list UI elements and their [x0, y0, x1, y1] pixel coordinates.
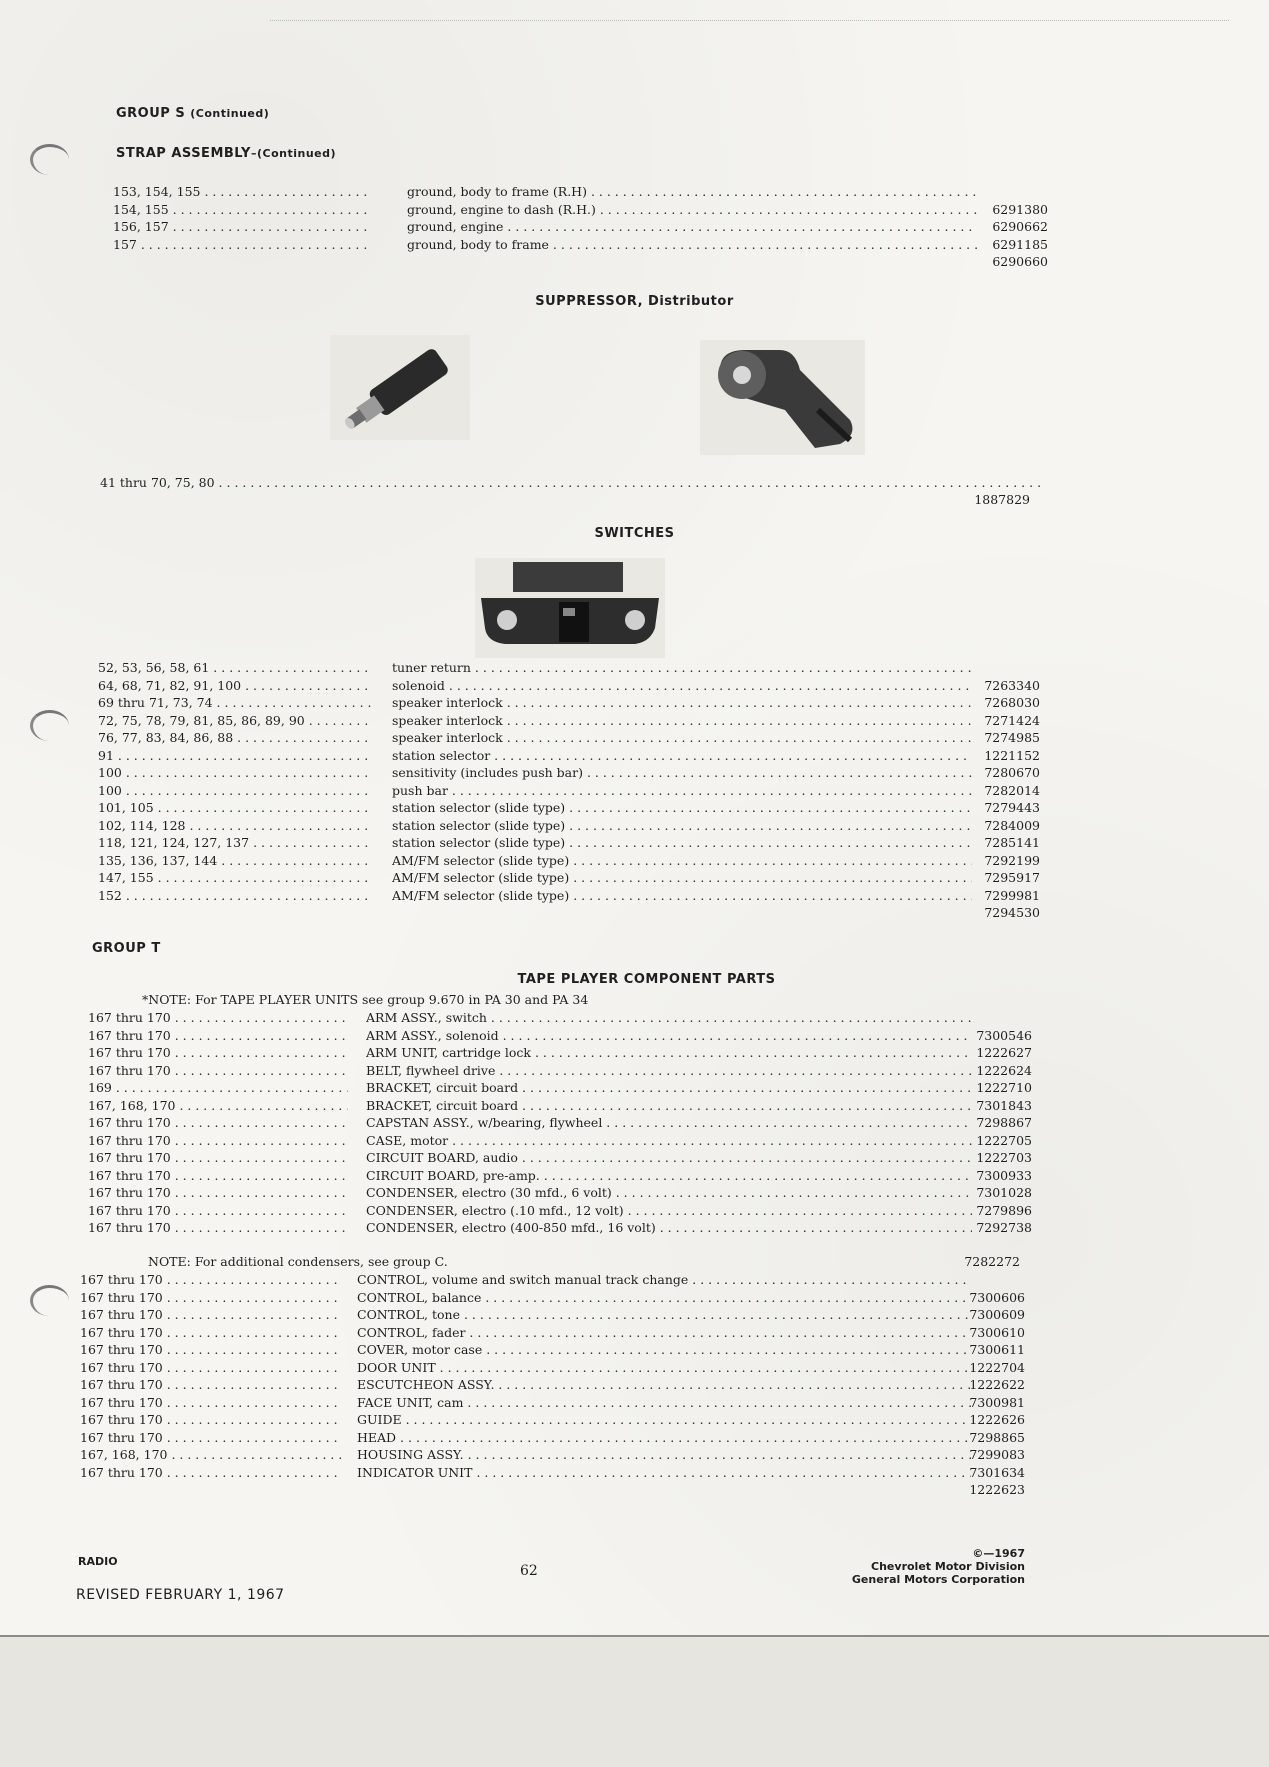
- footer-section: [78, 1555, 118, 1568]
- switch-photo: [475, 558, 665, 658]
- part-row: [0, 254, 1269, 272]
- part-row: [0, 678, 1269, 696]
- part-description: ground, engine to dash (R.H.) . . .: [407, 202, 977, 217]
- model-numbers: 167 thru 170 . . .: [88, 1010, 348, 1025]
- model-numbers: 101, 105 . . .: [98, 800, 373, 815]
- part-number: 7263340: [984, 677, 1040, 693]
- part-row: [0, 1203, 1269, 1221]
- part-description: ground, body to frame (R.H) . . .: [407, 184, 977, 199]
- part-description: CONDENSER, electro (.10 mfd., 12 volt) . . .: [366, 1203, 972, 1218]
- part-description: CONTROL, volume and switch manual track change . . .: [357, 1272, 971, 1287]
- part-description: GUIDE . . .: [357, 1412, 971, 1427]
- part-number: 7279443: [984, 800, 1040, 815]
- model-numbers: 147, 155 . . .: [98, 870, 373, 885]
- part-number: 7298867: [976, 1115, 1032, 1130]
- part-row: [0, 818, 1269, 836]
- part-row: [0, 219, 1269, 237]
- condenser-note-pn-text: 7282272: [964, 1254, 1020, 1269]
- model-numbers: 167, 168, 170 . . .: [80, 1447, 342, 1462]
- strap-title: STRAP ASSEMBLY: [116, 146, 251, 161]
- part-row: [0, 1080, 1269, 1098]
- part-row: [0, 835, 1269, 853]
- part-description: CIRCUIT BOARD, audio . . .: [366, 1150, 972, 1165]
- part-description: BRACKET, circuit board . . .: [366, 1080, 972, 1095]
- part-number: 7300611: [969, 1342, 1025, 1357]
- part-number: 7292738: [976, 1220, 1032, 1235]
- model-numbers: 167 thru 170 . . .: [88, 1150, 348, 1165]
- part-description: CIRCUIT BOARD, pre-amp. . . .: [366, 1168, 972, 1183]
- part-row: [0, 1412, 1269, 1430]
- part-row: [0, 905, 1269, 923]
- part-row: [0, 1272, 1269, 1290]
- part-row: [0, 1185, 1269, 1203]
- switches-parts-list: [0, 660, 1269, 923]
- model-numbers: 41 thru 70, 75, 80 . . .: [100, 475, 1040, 490]
- part-number: 7301028: [976, 1185, 1032, 1200]
- model-numbers: 167 thru 170 . . .: [88, 1168, 348, 1183]
- model-numbers: 69 thru 71, 73, 74 . . .: [98, 695, 373, 710]
- part-number: 7299981: [984, 887, 1040, 903]
- part-number: 7268030: [984, 695, 1040, 710]
- strap-suffix: –(Continued): [250, 147, 337, 160]
- model-numbers: 167 thru 170 . . .: [88, 1203, 348, 1218]
- model-numbers: 154, 155 . . .: [113, 202, 371, 217]
- part-number: 1887829: [974, 492, 1030, 507]
- part-number: 7301843: [976, 1097, 1032, 1113]
- model-numbers: 167 thru 170 . . .: [80, 1290, 342, 1305]
- tape-player-note: [142, 992, 588, 1007]
- part-number: 7294530: [984, 905, 1040, 920]
- part-number: 6291185: [992, 236, 1048, 252]
- part-row: [0, 475, 1269, 507]
- model-numbers: 167 thru 170 . . .: [88, 1045, 348, 1060]
- model-numbers: 169 . . .: [88, 1080, 348, 1095]
- model-numbers: 167 thru 170 . . .: [80, 1342, 342, 1357]
- part-description: ARM ASSY., solenoid . . .: [366, 1028, 972, 1043]
- part-number: 7279896: [976, 1202, 1032, 1218]
- part-description: CASE, motor . . .: [366, 1133, 972, 1148]
- condenser-note-part-number: [955, 1254, 1020, 1269]
- part-description: CONTROL, balance . . .: [357, 1290, 971, 1305]
- part-row: [0, 1465, 1269, 1483]
- part-row: [0, 730, 1269, 748]
- part-number: 7300981: [969, 1394, 1025, 1410]
- part-description: tuner return . . .: [392, 660, 972, 675]
- group-s-title: GROUP S: [116, 106, 186, 121]
- part-row: [0, 888, 1269, 906]
- suppressor-parts-list: [0, 475, 1269, 507]
- strap-assembly-header: [116, 146, 336, 161]
- part-number: 1222703: [976, 1150, 1032, 1165]
- part-number: 7300933: [976, 1167, 1032, 1183]
- part-row: [0, 1325, 1269, 1343]
- suppressor-subtitle: Distributor: [648, 294, 734, 309]
- part-description: HEAD . . .: [357, 1430, 971, 1445]
- model-numbers: 167 thru 170 . . .: [80, 1430, 342, 1445]
- model-numbers: 167 thru 170 . . .: [80, 1272, 342, 1287]
- model-numbers: 76, 77, 83, 84, 86, 88 . . .: [98, 730, 373, 745]
- part-row: [0, 1098, 1269, 1116]
- part-description: CONDENSER, electro (400-850 mfd., 16 volt) . . .: [366, 1220, 972, 1235]
- part-row: [0, 1307, 1269, 1325]
- part-row: [0, 1010, 1269, 1028]
- part-row: [0, 1028, 1269, 1046]
- part-description: CAPSTAN ASSY., w/bearing, flywheel . . .: [366, 1115, 972, 1130]
- part-description: INDICATOR UNIT . . .: [357, 1465, 971, 1480]
- part-number: 1222704: [969, 1359, 1025, 1375]
- top-rule: [270, 20, 1229, 21]
- part-row: [0, 1395, 1269, 1413]
- part-row: [0, 202, 1269, 220]
- division-text: Chevrolet Motor Division: [871, 1560, 1025, 1573]
- switches-title: SWITCHES: [594, 526, 675, 541]
- part-description: HOUSING ASSY. . . .: [357, 1447, 971, 1462]
- model-numbers: 102, 114, 128 . . .: [98, 818, 373, 833]
- part-row: [0, 1045, 1269, 1063]
- model-numbers: 52, 53, 56, 58, 61 . . .: [98, 660, 373, 675]
- model-numbers: 167 thru 170 . . .: [80, 1360, 342, 1375]
- model-numbers: 157 . . .: [113, 237, 371, 252]
- model-numbers: 167 thru 170 . . .: [80, 1307, 342, 1322]
- part-description: ESCUTCHEON ASSY. . . .: [357, 1377, 971, 1392]
- part-number: 7300610: [969, 1324, 1025, 1340]
- footer-section-text: RADIO: [78, 1555, 118, 1568]
- part-description: solenoid . . .: [392, 678, 972, 693]
- group-s-header: [116, 106, 269, 121]
- part-description: BELT, flywheel drive . . .: [366, 1063, 972, 1078]
- part-number: 7300546: [976, 1027, 1032, 1043]
- part-number: 7274985: [984, 730, 1040, 745]
- group-t-header: [92, 941, 161, 956]
- part-description: ARM UNIT, cartridge lock . . .: [366, 1045, 972, 1060]
- part-row: [0, 853, 1269, 871]
- part-description: speaker interlock . . .: [392, 730, 972, 745]
- part-description: station selector (slide type) . . .: [392, 835, 972, 850]
- part-row: [0, 695, 1269, 713]
- elbow-suppressor-photo: [700, 340, 865, 455]
- part-description: ARM ASSY., switch . . .: [366, 1010, 972, 1025]
- part-number: 7271424: [984, 712, 1040, 728]
- part-number: 6291380: [992, 201, 1048, 217]
- part-description: speaker interlock . . .: [392, 713, 972, 728]
- part-number: 1222624: [976, 1062, 1032, 1078]
- model-numbers: 167 thru 170 . . .: [88, 1185, 348, 1200]
- model-numbers: 167 thru 170 . . .: [80, 1412, 342, 1427]
- part-description: CONTROL, fader . . .: [357, 1325, 971, 1340]
- model-numbers: 100 . . .: [98, 783, 373, 798]
- part-row: [0, 1377, 1269, 1395]
- part-description: BRACKET, circuit board . . .: [366, 1098, 972, 1113]
- page-number: [520, 1563, 538, 1579]
- part-number: 7282014: [984, 782, 1040, 798]
- part-row: [0, 1360, 1269, 1378]
- part-description: AM/FM selector (slide type) . . .: [392, 853, 972, 868]
- part-number: 7292199: [984, 852, 1040, 868]
- part-number: 7285141: [984, 835, 1040, 850]
- part-description: ground, engine . . .: [407, 219, 977, 234]
- part-row: [0, 1220, 1269, 1238]
- part-number: 7295917: [984, 870, 1040, 885]
- part-row: [0, 1133, 1269, 1151]
- part-description: AM/FM selector (slide type) . . .: [392, 870, 972, 885]
- model-numbers: 152 . . .: [98, 888, 373, 903]
- condenser-note-text: NOTE: For additional condensers, see group C.: [148, 1254, 448, 1269]
- model-numbers: 167 thru 170 . . .: [80, 1377, 342, 1392]
- part-row: [0, 870, 1269, 888]
- part-number: 1222705: [976, 1132, 1032, 1148]
- part-row: [0, 1115, 1269, 1133]
- model-numbers: 100 . . .: [98, 765, 373, 780]
- part-row: [0, 1168, 1269, 1186]
- part-row: [0, 800, 1269, 818]
- part-description: station selector (slide type) . . .: [392, 818, 972, 833]
- part-description: speaker interlock . . .: [392, 695, 972, 710]
- strap-parts-list: [0, 184, 1269, 272]
- part-description: push bar . . .: [392, 783, 972, 798]
- scan-bottom-edge: [0, 1635, 1269, 1767]
- part-number: 6290662: [992, 219, 1048, 234]
- model-numbers: 167 thru 170 . . .: [88, 1133, 348, 1148]
- binder-hole: [30, 144, 69, 175]
- part-description: AM/FM selector (slide type) . . .: [392, 888, 972, 903]
- model-numbers: 72, 75, 78, 79, 81, 85, 86, 89, 90 . . .: [98, 713, 373, 728]
- part-row: [0, 660, 1269, 678]
- part-number: 7301634: [969, 1464, 1025, 1480]
- model-numbers: 156, 157 . . .: [113, 219, 371, 234]
- part-description: ground, body to frame . . .: [407, 237, 977, 252]
- corporation-text: General Motors Corporation: [851, 1573, 1025, 1586]
- part-row: [0, 184, 1269, 202]
- part-number: 7280670: [984, 765, 1040, 780]
- part-number: 7284009: [984, 817, 1040, 833]
- page-number-text: 62: [520, 1563, 538, 1579]
- part-description: CONDENSER, electro (30 mfd., 6 volt) . . .: [366, 1185, 972, 1200]
- part-row: [0, 1342, 1269, 1360]
- part-row: [0, 1482, 1269, 1500]
- footer-revised: [76, 1587, 285, 1603]
- part-description: station selector (slide type) . . .: [392, 800, 972, 815]
- model-numbers: 167 thru 170 . . .: [88, 1063, 348, 1078]
- condenser-note: [148, 1254, 448, 1269]
- model-numbers: 167 thru 170 . . .: [80, 1395, 342, 1410]
- tape-player-parts-list: [0, 1010, 1269, 1238]
- model-numbers: 167 thru 170 . . .: [80, 1465, 342, 1480]
- part-number: 1222710: [976, 1080, 1032, 1095]
- part-description: COVER, motor case . . .: [357, 1342, 971, 1357]
- part-row: [0, 237, 1269, 255]
- part-row: [0, 1290, 1269, 1308]
- part-description: DOOR UNIT . . .: [357, 1360, 971, 1375]
- suppressor-header: [0, 294, 1269, 309]
- part-description: CONTROL, tone . . .: [357, 1307, 971, 1322]
- model-numbers: 153, 154, 155 . . .: [113, 184, 371, 199]
- suppressor-title: SUPPRESSOR,: [535, 294, 644, 309]
- model-numbers: 91 . . .: [98, 748, 373, 763]
- model-numbers: 167 thru 170 . . .: [88, 1028, 348, 1043]
- part-row: [0, 1150, 1269, 1168]
- part-description: FACE UNIT, cam . . .: [357, 1395, 971, 1410]
- model-numbers: 167 thru 170 . . .: [88, 1115, 348, 1130]
- tape-player-note-text: *NOTE: For TAPE PLAYER UNITS see group 9.670 in PA 30 and PA 34: [142, 992, 589, 1007]
- tape-player-header: [12, 972, 1269, 987]
- model-numbers: 167 thru 170 . . .: [88, 1220, 348, 1235]
- footer-revised-text: REVISED FEBRUARY 1, 1967: [76, 1587, 285, 1603]
- part-description: station selector . . .: [392, 748, 972, 763]
- part-number: 7300609: [969, 1307, 1025, 1322]
- part-number: 7299083: [969, 1447, 1025, 1462]
- part-number: 1222627: [976, 1045, 1032, 1060]
- part-number: 1221152: [984, 747, 1040, 763]
- part-number: 7298865: [969, 1429, 1025, 1445]
- model-numbers: 118, 121, 124, 127, 137 . . .: [98, 835, 373, 850]
- group-s-suffix: (Continued): [190, 107, 270, 120]
- model-numbers: 135, 136, 137, 144 . . .: [98, 853, 373, 868]
- part-number: 7300606: [969, 1289, 1025, 1305]
- part-row: [0, 748, 1269, 766]
- part-number: 6290660: [992, 254, 1048, 269]
- part-row: [0, 765, 1269, 783]
- part-number: 1222626: [969, 1412, 1025, 1427]
- switches-header: [0, 526, 1269, 541]
- part-number: 1222623: [969, 1482, 1025, 1497]
- tape-player-parts-list-continued: [0, 1272, 1269, 1500]
- model-numbers: 167 thru 170 . . .: [80, 1325, 342, 1340]
- part-row: [0, 783, 1269, 801]
- copyright-text: ©—1967: [972, 1547, 1025, 1560]
- model-numbers: 167, 168, 170 . . .: [88, 1098, 348, 1113]
- group-t-title: GROUP T: [92, 941, 161, 956]
- part-row: [0, 1447, 1269, 1465]
- part-row: [0, 1063, 1269, 1081]
- part-number: 1222622: [969, 1377, 1025, 1392]
- part-description: sensitivity (includes push bar) . . .: [392, 765, 972, 780]
- tape-player-title: TAPE PLAYER COMPONENT PARTS: [517, 972, 776, 987]
- footer-publisher: [780, 1547, 1025, 1586]
- model-numbers: 64, 68, 71, 82, 91, 100 . . .: [98, 678, 373, 693]
- part-row: [0, 1430, 1269, 1448]
- part-row: [0, 713, 1269, 731]
- straight-suppressor-photo: [330, 335, 470, 440]
